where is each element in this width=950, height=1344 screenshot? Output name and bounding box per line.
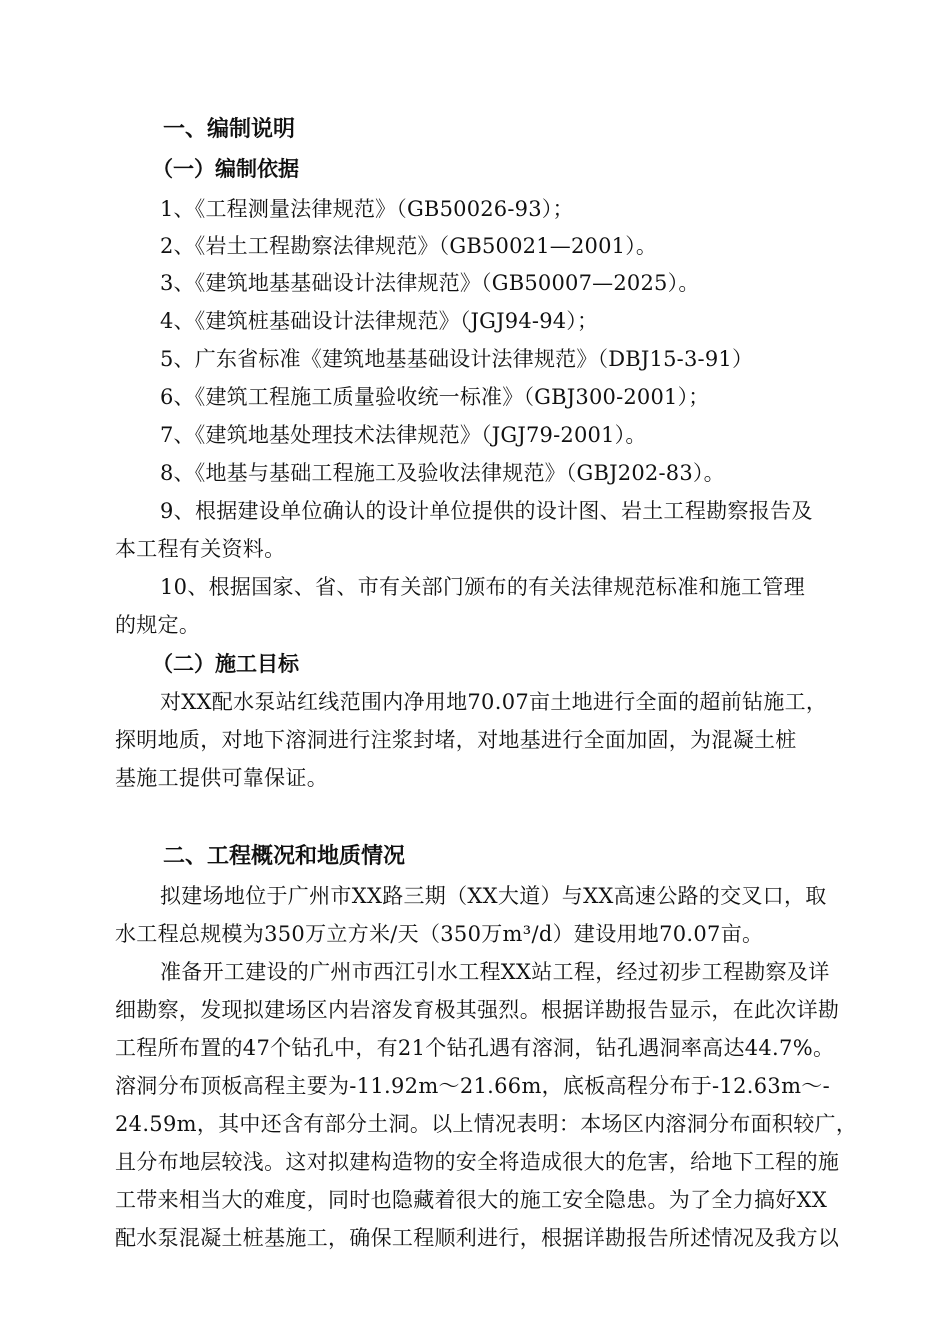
overview-p2-line-3: 工程所布置的47个钻孔中，有21个钻孔遇有溶洞，钻孔遇洞率高达44.7%。 <box>115 1036 835 1060</box>
section-2-title: 二、工程概况和地质情况 <box>163 844 406 869</box>
basis-item-7: 7、《建筑地基处理技术法律规范》（JGJ79-2001）。 <box>160 423 647 447</box>
goal-line-3: 基施工提供可靠保证。 <box>115 766 328 790</box>
overview-p1-line-2: 水工程总规模为350万立方米/天（350万m³/d）建设用地70.07亩。 <box>115 922 764 946</box>
section-1-1-title: （一）编制依据 <box>152 157 299 181</box>
overview-p2-line-5: 24.59m，其中还含有部分土洞。以上情况表明：本场区内溶洞分布面积较广， <box>115 1112 858 1136</box>
basis-item-1: 1、《工程测量法律规范》（GB50026-93）； <box>160 197 574 221</box>
basis-item-8: 8、《地基与基础工程施工及验收法律规范》（GBJ202-83）。 <box>160 461 725 485</box>
basis-item-6: 6、《建筑工程施工质量验收统一标准》（GBJ300-2001）； <box>160 385 710 409</box>
overview-p1-line-1: 拟建场地位于广州市XX路三期（XX大道）与XX高速公路的交叉口，取 <box>160 884 827 908</box>
overview-p2-line-2: 细勘察，发现拟建场区内岩溶发育极其强烈。根据详勘报告显示，在此次详勘 <box>115 998 840 1022</box>
overview-p2-line-4: 溶洞分布顶板高程主要为-11.92m～21.66m，底板高程分布于-12.63m～- <box>115 1074 830 1098</box>
basis-item-3: 3、《建筑地基基础设计法律规范》（GB50007—2025）。 <box>160 271 700 295</box>
goal-line-2: 探明地质，对地下溶洞进行注浆封堵，对地基进行全面加固，为混凝土桩 <box>115 728 797 752</box>
basis-item-4: 4、《建筑桩基础设计法律规范》（JGJ94-94）； <box>160 309 599 333</box>
section-1-2-title: （二）施工目标 <box>152 652 299 676</box>
basis-item-2: 2、《岩土工程勘察法律规范》（GB50021—2001）。 <box>160 234 658 258</box>
basis-item-9-line-1: 9、根据建设单位确认的设计单位提供的设计图、岩土工程勘察报告及 <box>160 499 813 523</box>
overview-p2-line-7: 工带来相当大的难度，同时也隐藏着很大的施工安全隐患。为了全力搞好XX <box>115 1188 828 1212</box>
overview-p2-line-8: 配水泵混凝土桩基施工，确保工程顺利进行，根据详勘报告所述情况及我方以 <box>115 1226 840 1250</box>
basis-item-5: 5、广东省标准《建筑地基基础设计法律规范》（DBJ15-3-91） <box>160 347 754 371</box>
section-1-title: 一、编制说明 <box>163 117 296 142</box>
basis-item-9-line-2: 本工程有关资料。 <box>115 537 286 561</box>
goal-line-1: 对XX配水泵站红线范围内净用地70.07亩土地进行全面的超前钻施工， <box>160 690 828 714</box>
basis-item-10-line-2: 的规定。 <box>115 613 201 637</box>
overview-p2-line-6: 且分布地层较浅。这对拟建构造物的安全将造成很大的危害，给地下工程的施 <box>115 1150 840 1174</box>
overview-p2-line-1: 准备开工建设的广州市西江引水工程XX站工程，经过初步工程勘察及详 <box>160 960 830 984</box>
basis-item-10-line-1: 10、根据国家、省、市有关部门颁布的有关法律规范标准和施工管理 <box>160 575 806 599</box>
